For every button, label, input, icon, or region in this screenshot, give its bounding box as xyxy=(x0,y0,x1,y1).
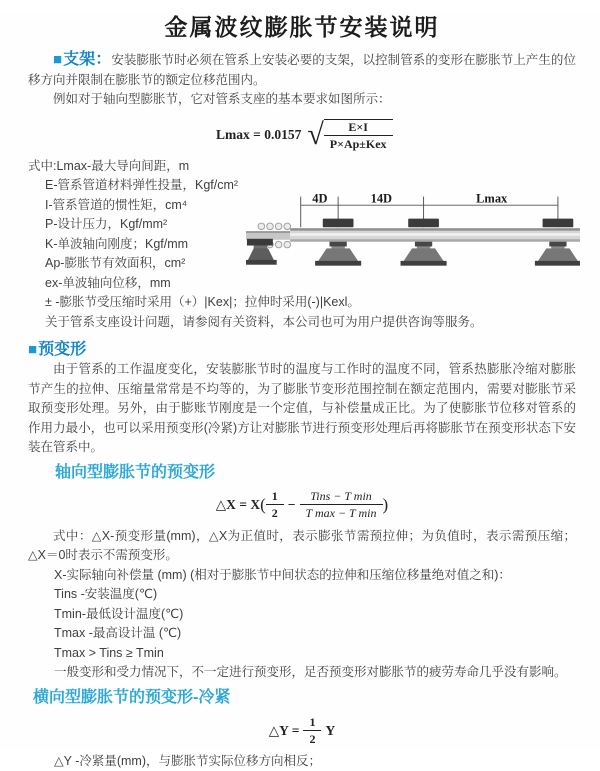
pipe-stub-edge xyxy=(246,231,290,233)
pm-rule-note: ± -膨胀节受压缩时采用（+）|Kex|；拉伸时采用(-)|Kexl。 xyxy=(28,293,576,313)
axial-item: Tmax -最高设计温 (℃) xyxy=(28,624,576,644)
support-section-heading: 支架： xyxy=(63,51,111,68)
axial-item: Tins -安装温度(℃) xyxy=(28,585,576,605)
formula-lmax-denominator: P×Ap±Kex xyxy=(324,136,393,151)
axial-items xyxy=(28,566,576,664)
temp-fraction-denominator: T max − T min xyxy=(300,505,383,520)
lateral-note: △Y -冷紧量(mm)，与膨胀节实际位移方向相反； xyxy=(28,752,576,771)
section-marker-icon: ■ xyxy=(53,51,62,68)
axial-item: X-实际轴向补偿量 (mm) (相对于膨胀节中间状态的拉伸和压缩位移量绝对值之和)： xyxy=(28,566,576,586)
pipe xyxy=(290,228,580,241)
axial-last-note: 一般变形和受力情况下，不一定进行预变形，足否预变形对膨胀节的疲劳寿命几乎没有影响。 xyxy=(28,663,576,683)
preform-body-text: 由于管系的工作温度变化，安装膨胀节时的温度与工作时的温度不同，管系热膨胀冷缩对膨胀节产生的拉伸、压缩量常常是不均等的，为了膨胀节变形范围控制在额定范围内，需要对膨胀节采取预变形处理。另外，由于膨账节刚度是一个定值，与补偿量成正比。为了使膨胀节位移对管系的作用力最小，也可以采用预变形(冷紧)方让对膨胀节进行预变形处理后再将膨胀节在预变形状态下安装在管系中。 xyxy=(28,360,576,458)
definition-item: E-管系管道材料弹性投量，Kgf/cm² xyxy=(28,176,576,196)
formula-dx-operator: − xyxy=(288,495,296,515)
preform-heading-label: 预变形 xyxy=(38,341,86,358)
definition-item: K-单波轴向刚度；Kgf/mm xyxy=(28,235,576,255)
half-denominator: 2 xyxy=(266,505,284,520)
definition-item: P-设计压力，Kgf/mm² xyxy=(28,215,576,235)
guide-support xyxy=(401,218,447,265)
pipe-support-diagram xyxy=(246,191,580,277)
half-numerator: 1 xyxy=(266,489,284,505)
sqrt-radical-icon: √ xyxy=(307,120,323,150)
diagram-label-4d: 4D xyxy=(312,191,327,205)
axial-item: Tmin-最低设计温度(℃) xyxy=(28,605,576,625)
formula-dx-lhs: △X = X xyxy=(216,495,260,515)
formula-dx-close-paren: ) xyxy=(383,495,389,515)
document-page xyxy=(0,12,600,749)
formula-delta-x xyxy=(28,485,576,525)
definition-item: Ap-膨胀节有效面积，cm² xyxy=(28,254,576,274)
support-paragraph xyxy=(28,50,576,90)
preform-section-heading xyxy=(28,339,576,360)
formula-dx-open-paren: ( xyxy=(260,495,266,515)
formula-lmax-fraction xyxy=(324,119,393,151)
formula-delta-y xyxy=(28,714,576,748)
section-marker-icon: ■ xyxy=(28,341,37,358)
page-title: 金属波纹膨胀节安装说明 xyxy=(28,12,576,42)
definition-item: 式中:Lmax-最大导向间距，m xyxy=(28,157,576,177)
temp-fraction-numerator: Tins − T min xyxy=(300,489,383,505)
formula-dy-rhs: Y xyxy=(325,721,335,741)
diagram-label-lmax: Lmax xyxy=(476,191,508,205)
formula-lmax-numerator: E×I xyxy=(324,120,393,136)
formula-dy-half xyxy=(303,715,321,746)
lateral-subheading: 横向型膨胀节的预变形-冷紧 xyxy=(33,687,576,708)
axial-item: Tmax > Tins ≥ Tmin xyxy=(28,644,576,664)
axial-subheading: 轴向型膨胀节的预变形 xyxy=(55,462,576,483)
anchor-support xyxy=(246,238,277,264)
guide-support xyxy=(315,218,361,265)
definition-item: ex-单波轴向位移，mm xyxy=(28,274,576,294)
formula-dy-lhs: △Y = xyxy=(269,721,300,741)
formula-dx-half xyxy=(266,489,284,520)
support-example-text: 例如对于轴向型膨胀节，它对管系支座的基本要求如图所示： xyxy=(28,90,576,110)
support-body-text: 安装膨胀节时必须在管系上安装必要的支架，以控制管系的变形在膨胀节上产生的位移方向并限制在膨胀节的额定位移范围内。 xyxy=(28,53,576,87)
dy-half-numerator: 1 xyxy=(303,715,321,731)
formula-lmax-prefix: Lmax = 0.0157 xyxy=(216,125,301,145)
dy-half-denominator: 2 xyxy=(303,731,321,746)
service-note: 关于管系支座设计问题，请参阅有关资料，本公司也可为用户提供咨询等服务。 xyxy=(28,313,576,333)
definitions-and-diagram xyxy=(28,157,576,333)
definition-item: I-管系管道的惯性矩，cm⁴ xyxy=(28,196,576,216)
formula-lmax xyxy=(216,116,576,154)
diagram-label-14d: 14D xyxy=(371,191,392,205)
guide-support xyxy=(535,218,580,265)
axial-main-note: 式中：△X-预变形量(mm)，△X为正值时，表示膨张节需预拉伸；为负值时，表示需预压缩；△X＝0时表示不需预变形。 xyxy=(28,527,576,566)
formula-dx-temp-fraction xyxy=(300,489,383,520)
